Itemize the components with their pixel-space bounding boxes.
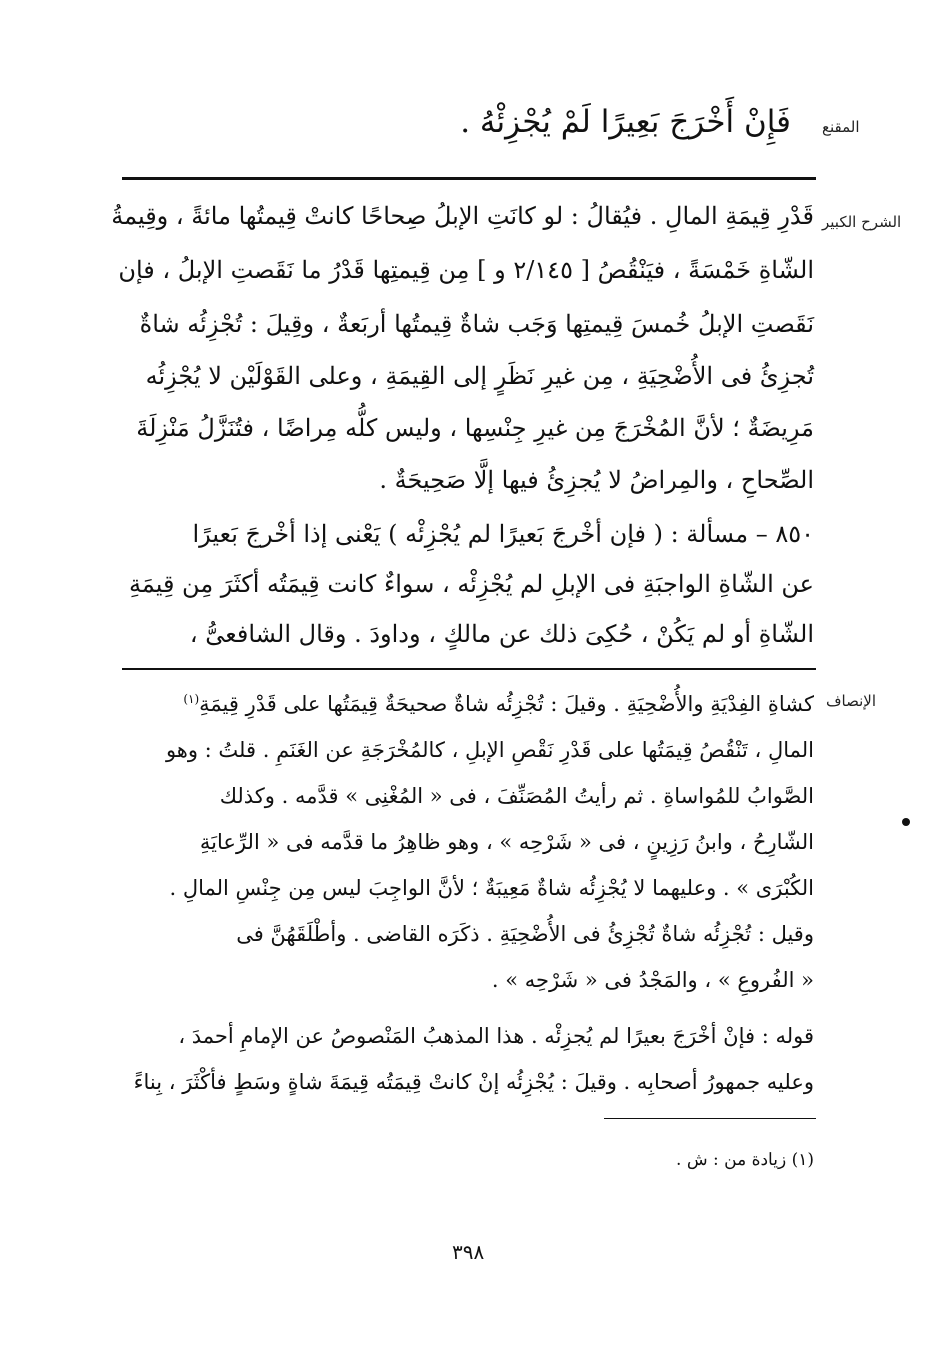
footnote-divider <box>604 1118 816 1119</box>
margin-dot <box>902 818 910 826</box>
insaf-line: « الفُروعِ » ، والمَجْدُ فى « شَرْحِه » . <box>491 968 814 992</box>
insaf-line: الشّارِحُ ، وابنُ رَزِينٍ ، فى « شَرْحِه » ، وهو ظاهِرُ ما قدَّمه فى « الرِّعايَةِ <box>199 830 814 854</box>
masala-line: الشّاةِ أو لم يَكُنْ ، حُكِىَ ذلك عن مالكٍ ، وداودَ . وقال الشافعىُّ ، <box>189 620 814 648</box>
insaf-line: وقيل : تُجْزِئُه شاةٌ تُجْزِئُ فى الأُضْحِيَةِ . ذكَرَه القاضى . وأطْلَقَهُنَّ فى <box>236 922 814 946</box>
insaf-line: الصَّوابُ للمُواساةِ . ثم رأيتُ المُصَنِّفَ ، فى « المُغْنِى » قدَّمه . وكذلك <box>219 784 814 808</box>
footnote-marker: (١) <box>183 692 200 706</box>
label-insaf: الإنصاف <box>826 692 877 710</box>
insaf-line-text: كشاةِ الفِدْيَةِ والأُضْحِيَةِ . وقيلَ : تُجْزِئُه شاةٌ صحيحَةٌ قِيمَتُها على قَدْرِ قِيمَةِ <box>199 692 814 716</box>
masala-line: ٨٥٠ – مسألة : ( فإن أخْرجَ بَعيرًا لم يُجْزِئْه ) يَعْنى إذا أخْرجَ بَعيرًا <box>192 520 814 548</box>
muqni-divider <box>122 177 816 180</box>
label-sharh: الشرح الكبير <box>822 213 902 231</box>
footnote: (١) زيادة من : ش . <box>676 1150 814 1170</box>
label-muqni: المقنع <box>822 118 860 136</box>
sharh-line: قَدْرِ قِيمَةِ المالِ . فيُقالُ : لو كانَتِ الإبلُ صِحاحًا كانتْ قِيمتُها مائةً ، وقِيمةُ <box>111 202 814 230</box>
qawluh-line: وعليه جمهورُ أصحابِه . وقيلَ : يُجْزِئُه إنْ كانتْ قِيمَتُه قِيمَةَ شاةٍ وسَطٍ فأكْثَرَ ، بِناءً <box>133 1070 814 1094</box>
sharh-line: الشّاةِ خَمْسَةً ، فيَنْقُصُ [ ٢/١٤٥ و ] مِن قِيمتِها قَدْرُ ما نَقَصتِ الإبلُ ، فإن <box>118 256 814 284</box>
sharh-line: نَقَصتِ الإبلُ خُمسَ قِيمتِها وَجَب شاةٌ قِيمتُها أربَعةٌ ، وقِيلَ : تُجْزِئُه شاةٌ <box>139 310 814 338</box>
sharh-line: تُجزِئُ فى الأُضْحِيَةِ ، مِن غيرِ نَظَرٍ إلى القِيمَةِ ، وعلى القَوْلَيْن لا يُجْزِئُه <box>145 362 814 390</box>
page-number: ٣٩٨ <box>452 1240 485 1264</box>
muqni-text: فَإِنْ أَخْرَجَ بَعِيرًا لَمْ يُجْزِئْهُ . <box>460 104 791 140</box>
insaf-line: الكُبْرَى » . وعليهما لا يُجْزِئُه شاةٌ مَعِيبَةٌ ؛ لأنَّ الواجِبَ ليس مِن جِنْسِ المالِ . <box>169 876 814 900</box>
insaf-line <box>124 692 814 716</box>
masala-line: عن الشّاةِ الواجبَةِ فى الإبلِ لم يُجْزِئْه ، سواءٌ كانت قِيمَتُه أكثَرَ مِن قِيمَةِ <box>128 570 814 598</box>
sharh-divider <box>122 668 816 670</box>
qawluh-line: قوله : فإنْ أخْرَجَ بعيرًا لم يُجزِئْه . هذا المذهبُ المَنْصوصُ عن الإمامِ أحمدَ ، <box>178 1024 814 1048</box>
sharh-line: مَرِيضَةٌ ؛ لأنَّ المُخْرَجَ مِن غيرِ جِنْسِها ، وليس كلُّه مِراضًا ، فتُنَزَّلُ مَنْزِلَةَ <box>136 414 814 442</box>
insaf-line: المالِ ، تَنْقُصُ قِيمَتُها على قَدْرِ نَقْصِ الإبلِ ، كالمُخْرَجَةِ عن الغَنَمِ . قلتُ : وهو <box>165 738 814 762</box>
sharh-line: الصِّحاحِ ، والمِراضُ لا يُجزِئُ فيها إلَّا صَحِيحَةٌ . <box>379 466 814 494</box>
